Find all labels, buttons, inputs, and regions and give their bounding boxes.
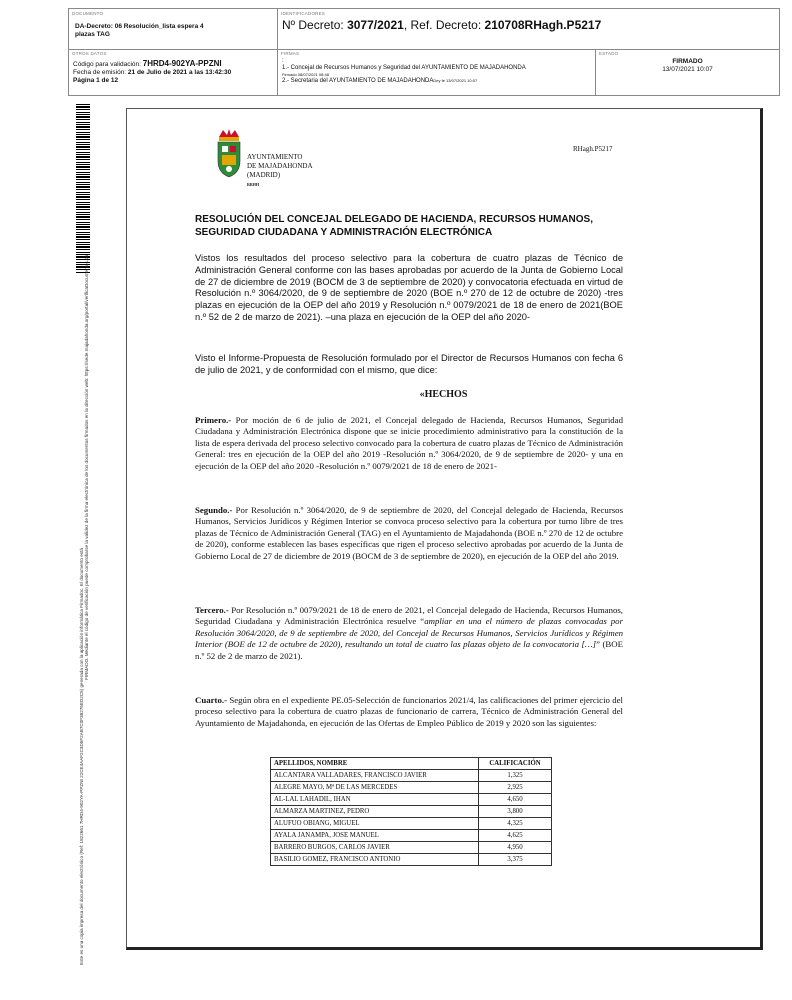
signature-header [68, 8, 780, 96]
coat-of-arms-icon [215, 127, 243, 187]
table-row: BARRERO BURGOS, CARLOS JAVIER 4,950 [271, 842, 552, 854]
document-reference: RHagh.P5217 [573, 145, 613, 153]
otros-datos-label: OTROS DATOS [72, 51, 107, 56]
documento-cell [69, 9, 277, 49]
column-header-name: APELLIDOS, NOMBRE [271, 758, 479, 770]
column-header-grade: CALIFICACIÓN [479, 758, 552, 770]
paragraph-cuarto: Cuarto.- Según obra en el expediente PE.05-Selección de funcionarios 2021/4, las calificaciones del primer ejercicio del proceso selectivo para la cobertura de cuatro plazas de funcionario de carrera, Técnico de Administración General del Ayuntamiento de Majadahonda, en ejecución de las Ofertas de Empleo Público de 2019 y 2020 son las siguientes: [195, 695, 623, 728]
ayuntamiento-block: AYUNTAMIENTO DE MAJADAHONDA (MADRID) RRHH [247, 153, 313, 187]
otros-datos-values: Código para validación: 7HRD4-902YA-PPZNI Fecha de emisión: 21 de Julio de 2021 a las 13:42:30 Página 1 de 12 [73, 59, 232, 84]
otros-datos-cell [69, 49, 277, 95]
header-row-2 [69, 49, 779, 95]
paragraph-tercero: Tercero.- Por Resolución n.º 0079/2021 de 18 de enero de 2021, el Concejal delegado de Hacienda, Recursos Humanos, Seguridad Ciudadana y Administración Electrónica resuelve “ampliar en una el número de plazas convocadas por Resolución 3064/2020, de 9 de septiembre de 2020, del Concejal de Recursos Humanos, Servicios Jurídicos y Régimen Interior (BOE de 12 de octubre de 2020), resultando un total de cuatro las plazas objeto de la convocatoria […]” (BOE n.º 52 de 2 de marzo de 2021). [195, 605, 624, 661]
identificadores-cell [277, 9, 779, 49]
hechos-heading: «HECHOS [419, 389, 468, 400]
firmas-label: FIRMAS [281, 51, 300, 56]
firmas-cell [277, 49, 595, 95]
paragraph-visto-informe: Visto el Informe-Propuesta de Resolución formulado por el Director de Recursos Humanos con fecha 6 de julio de 2021, y de conformidad con el mismo, que dice: [195, 353, 623, 375]
identificadores-label: IDENTIFICADORES [281, 11, 326, 16]
paragraph-segundo: Segundo.- Por Resolución n.º 3064/2020, de 9 de septiembre de 2020, del Concejal delegado de Hacienda, Recursos Humanos, Servicios Jurídicos y Régimen Interior se convoca proceso selectivo para la cobertura por turno libre de tres plazas de Técnico de Administración General (TAG) en el Ayuntamiento de Majadahonda (BOE n.º 270 de 12 de octubre de 2020), conforme establecen las bases específicas que rigen el proceso selectivo aprobadas por acuerdo de la Junta de Gobierno Local de 27 de diciembre de 2019 (BOCM de 3 de septiembre de 2020), en ejecución de la OEP del año 2019. [195, 505, 623, 561]
table-row: ALMARZA MARTINEZ, PEDRO 3,800 [271, 806, 552, 818]
estado-cell [595, 49, 779, 95]
validation-code[interactable]: 7HRD4-902YA-PPZNI [142, 59, 222, 68]
barcode-image [76, 104, 90, 274]
document-title: RESOLUCIÓN DEL CONCEJAL DELEGADO DE HACIENDA, RECURSOS HUMANOS, SEGURIDAD CIUDADANA Y ADMINISTRACIÓN ELECTRÓNICA [195, 214, 593, 238]
header-row-1 [69, 9, 779, 50]
table-row: AL-LAL LAHADIL, IHAN 4,650 [271, 794, 552, 806]
paragraph-primero: Primero.- Por moción de 6 de julio de 2021, el Concejal delegado de Hacienda, Recursos Humanos, Seguridad Ciudadana y Administración Electrónica dispone que se inicie procedimiento administrativo para la constitución de la lista de espera derivada del proceso selectivo convocado para la cobertura de cuatro plazas de Técnico de Administración General: tres en ejecución de la OEP del año 2019 -Resolución n.º 3064/2020, de 9 de septiembre de 2020- y una en ejecución de la OEP del año 2020 -Resolución n.º 0079/2021 de 18 de enero de 2021- [195, 415, 623, 471]
table-header-row [271, 758, 552, 770]
table-row: ALEGRE MAYO, Mª DE LAS MERCEDES 2,925 [271, 782, 552, 794]
table-row: ALUFUO OBIANG, MIGUEL 4,325 [271, 818, 552, 830]
table-row: BASILIO GOMEZ, FRANCISCO ANTONIO 3,375 [271, 854, 552, 866]
estado-values: FIRMADO 13/07/2021 10:07 [596, 58, 779, 74]
firma-1: 1.- Concejal de Recursos Humanos y Seguridad del AYUNTAMIENTO DE MAJADAHONDA [282, 65, 526, 71]
documento-label: DOCUMENTO [72, 11, 104, 16]
firma-2: 2.- Secretaria del AYUNTAMIENTO DE MAJADAHONDADey fe 13/07/2021 10:07 [282, 78, 478, 84]
paragraph-vistos: Vistos los resultados del proceso selectivo para la cobertura de cuatro plazas de Técnico de Administración General conforme con las bases aprobadas por acuerdo de la Junta de Gobierno Local de 27 de diciembre de 2019 (BOCM de 3 de septiembre de 2020) y convocatoria efectuada en virtud de Resolución n.º 3064/2020, de 9 de septiembre de 2020 (BOE n.º 270 de 12 de octubre de 2020) -tres plazas en ejecución de la OEP del año 2019 y Resolución n.º 0079/2021 de 18 de enero de 2021(BOE n.º 52 de 2 de marzo de 2021). –una plaza en ejecución de la OEP del año 2020- [195, 253, 623, 322]
grades-table [270, 757, 552, 866]
decree-number: Nº Decreto: 3077/2021, Ref. Decreto: 210708RHagh.P5217 [282, 18, 602, 32]
firmas-list: : 1.- Concejal de Recursos Humanos y Seguridad del AYUNTAMIENTO DE MAJADAHONDA Firmado 08/07/2021 08:48 2.- Secretaria del AYUNTAMIENTO DE MAJADAHONDADey fe 13/07/2021 10:07 [282, 58, 526, 84]
documento-value: DA-Decreto: 06 Resolución_lista espera 4 plazas TAG [75, 23, 204, 38]
status-badge: FIRMADO [672, 58, 703, 65]
document-page [126, 108, 763, 950]
verification-vertical-text: FIRMADO. Mediante el código de verificación puede comprobarse la validez de la firma electrónica de los documentos firmados en la dirección web: https://sede.majadahonda.org/portal/verificaDocumentos.do [84, 254, 89, 680]
page-count: Página 1 de 12 [73, 77, 119, 84]
table-row: ALCANTARA VALLADARES, FRANCISCO JAVIER 1,325 [271, 770, 552, 782]
copy-vertical-text: Este es una copia impresa del documento electrónico (Ref: 1822661 7HRD4-902YA-PPZNI 22CE4AAF2C3D5F2AB7C0F38276ED2C5) generada con la aplicación informática Firmadoc. El documento está [79, 548, 84, 965]
table-row: AYALA JANAMPA, JOSE MANUEL 4,625 [271, 830, 552, 842]
estado-label: ESTADO [599, 51, 619, 56]
